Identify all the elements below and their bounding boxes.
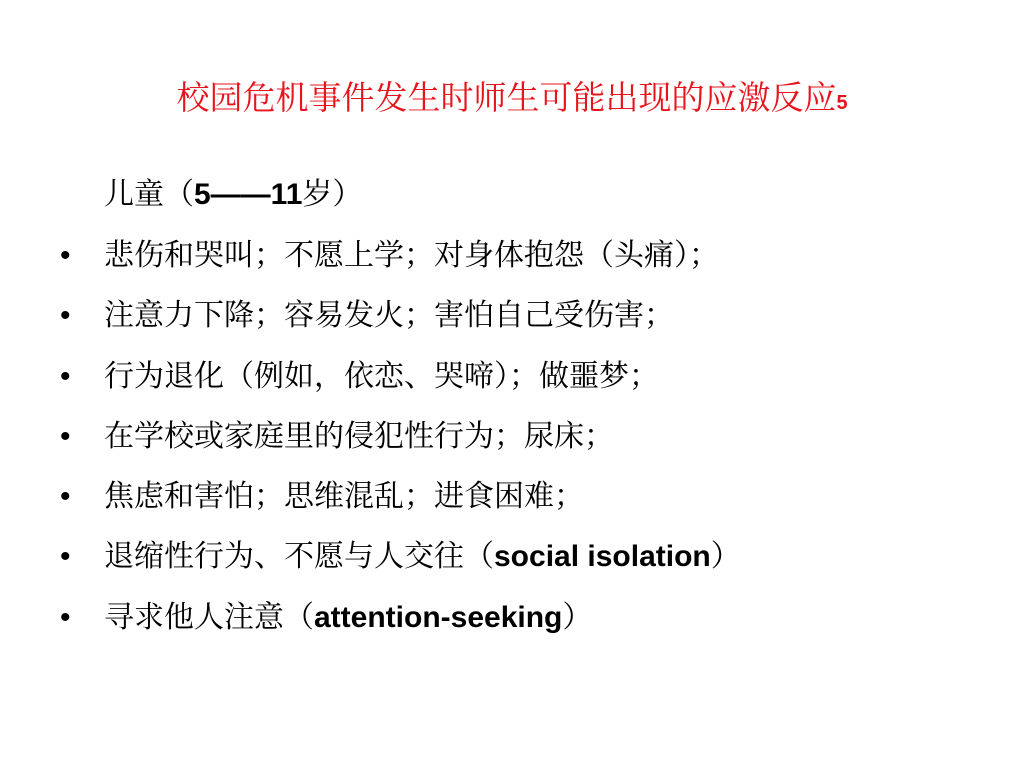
bullet-text-main: 行为退化（例如，依恋、哭啼）；做噩梦； (104, 358, 659, 394)
bullet-text-latin: social isolation (494, 540, 711, 574)
bullet-dot-icon: • (60, 359, 71, 393)
bullet-item (0, 347, 1024, 407)
bullet-text-main: 退缩性行为、不愿与人交往（ (104, 539, 494, 575)
bullet-item (0, 588, 1024, 648)
subheading-suffix: 岁） (302, 177, 363, 212)
bullet-dot-icon: • (60, 239, 71, 272)
bullet-text (104, 226, 719, 286)
bullet-text-latin: attention-seeking (314, 600, 563, 634)
bullet-text (104, 286, 674, 346)
subheading-prefix: 儿童（ (104, 177, 194, 212)
bullet-dot-icon: • (60, 540, 71, 574)
bullet-list (0, 226, 1024, 648)
bullet-text-main: 寻求他人注意（ (104, 599, 314, 635)
bullet-text-main: 在学校或家庭里的侵犯性行为；尿床； (104, 418, 614, 454)
bullet-dot-icon: • (60, 480, 71, 514)
bullet-text-main: 注意力下降；容易发火；害怕自己受伤害； (104, 298, 674, 334)
bullet-item (0, 286, 1024, 346)
bullet-item (0, 527, 1024, 587)
bullet-dot-icon: • (60, 299, 71, 333)
bullet-item (0, 467, 1024, 527)
bullet-text (104, 588, 592, 648)
bullet-text (104, 407, 614, 467)
slide-title-text: 校园危机事件发生时师生可能出现的应激反应 (176, 78, 837, 117)
bullet-item (0, 407, 1024, 467)
subheading-age-range: 5——11 (194, 178, 303, 211)
bullet-text-end: ） (710, 539, 741, 575)
subheading-age-group (104, 170, 362, 220)
bullet-text (104, 467, 584, 527)
bullet-item (0, 226, 1024, 286)
bullet-dot-icon: • (60, 600, 71, 634)
bullet-text-main: 焦虑和害怕；思维混乱；进食困难； (104, 479, 584, 515)
bullet-text (104, 347, 659, 407)
bullet-text-end: ） (562, 599, 593, 635)
slide-title-number: 5 (836, 92, 848, 114)
slide-title (0, 74, 1024, 127)
bullet-text-main: 悲伤和哭叫；不愿上学；对身体抱怨（头痛）； (104, 238, 719, 273)
bullet-dot-icon: • (60, 419, 71, 453)
bullet-text (104, 527, 741, 587)
